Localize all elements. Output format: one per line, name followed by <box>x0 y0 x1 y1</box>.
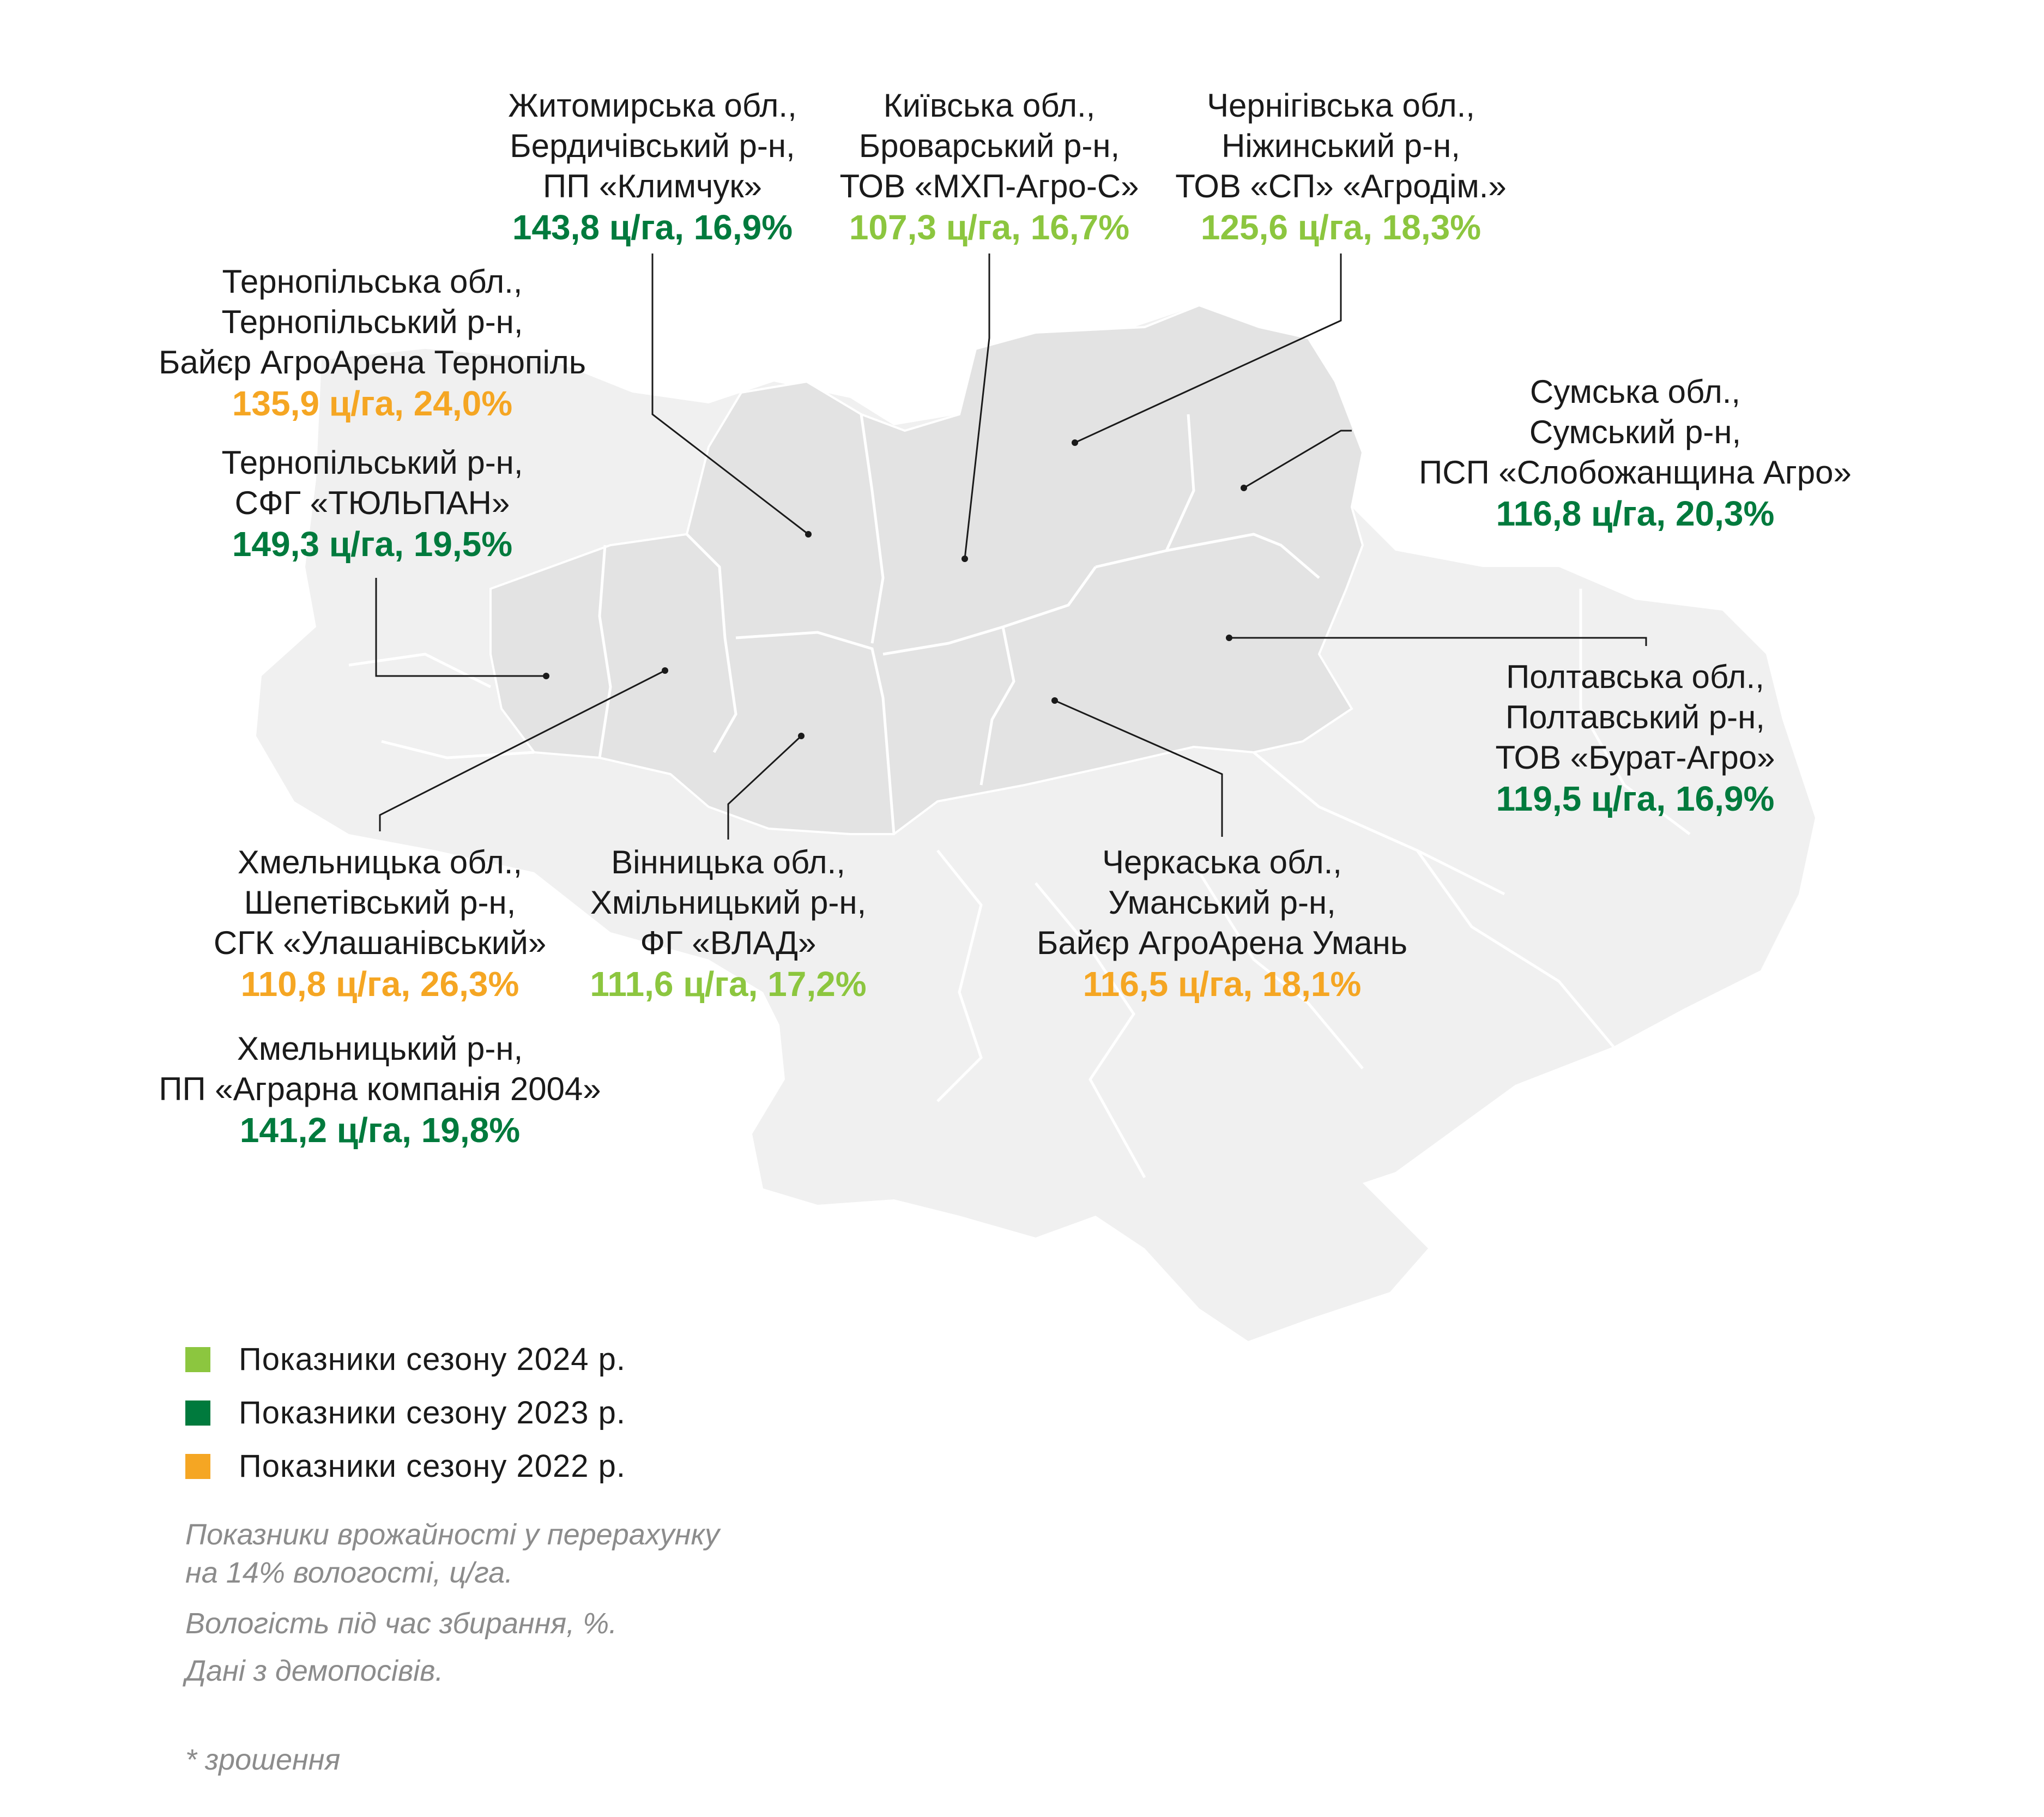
marker-chernihiv <box>1072 439 1078 446</box>
marker-shepetivka <box>662 667 668 674</box>
marker-kyiv <box>961 556 968 562</box>
label-line: Сумська обл., <box>1529 373 1741 410</box>
label-line: ФГ «ВЛАД» <box>640 925 817 961</box>
label-value: 107,3 ц/га, 16,7% <box>849 208 1130 247</box>
label-line: Житомирська обл., <box>508 87 797 124</box>
label-line: ПП «Аграрна компанія 2004» <box>159 1071 601 1107</box>
legend-item-2023 <box>185 1395 626 1431</box>
label-chernihiv <box>1175 86 1507 248</box>
label-line: Сумський р-н, <box>1529 414 1741 450</box>
label-kyiv <box>839 86 1139 248</box>
label-value: 119,5 ц/га, 16,9% <box>1496 779 1775 818</box>
legend-label: Показники сезону 2024 р. <box>239 1342 626 1377</box>
label-value: 116,8 ц/га, 20,3% <box>1496 494 1775 533</box>
legend-swatch-2023 <box>185 1401 210 1426</box>
label-zhytomyr <box>508 86 796 248</box>
marker-poltava <box>1226 635 1232 641</box>
label-line: Вінницька обл., <box>611 844 845 880</box>
moisture-note: Вологість під час збирання, %. <box>185 1607 618 1640</box>
label-line: Броварський р-н, <box>858 128 1120 164</box>
label-line: ТОВ «Бурат-Агро» <box>1495 739 1775 776</box>
marker-tulpan <box>543 673 549 679</box>
label-value: 110,8 ц/га, 26,3% <box>240 964 519 1004</box>
label-line: СГК «Улашанівський» <box>213 925 547 961</box>
label-poltava <box>1496 657 1775 819</box>
label-line: Хмільницький р-н, <box>590 884 867 921</box>
label-ternopil-tulpan <box>222 443 523 565</box>
label-line: СФГ «ТЮЛЬПАН» <box>234 485 510 521</box>
label-line: Шепетівський р-н, <box>244 884 516 921</box>
label-line: Ніжинський р-н, <box>1221 128 1460 164</box>
label-line: Чернігівська обл., <box>1207 87 1475 124</box>
label-line: Байєр АгроАрена Умань <box>1037 925 1407 961</box>
legend-swatch-2022 <box>185 1454 210 1479</box>
label-line: ПСП «Слобожанщина Агро» <box>1419 454 1852 491</box>
legend-label: Показники сезону 2023 р. <box>239 1395 626 1430</box>
marker-zhytomyr <box>805 531 812 538</box>
label-line: Тернопільська обл., <box>222 263 523 300</box>
legend-swatch-2024 <box>185 1347 210 1372</box>
label-sumy <box>1419 372 1852 534</box>
yield-note-line: на 14% вологості, ц/га. <box>185 1556 513 1589</box>
label-khmelnytskyi-shepetivka <box>214 842 546 1005</box>
label-value: 111,6 ц/га, 17,2% <box>590 964 867 1004</box>
marker-cherkasy <box>1051 697 1058 704</box>
label-ternopil-arena <box>159 262 586 424</box>
label-value: 143,8 ц/га, 16,9% <box>512 208 793 247</box>
demo-note: Дані з демопосівів. <box>185 1655 444 1687</box>
label-cherkasy <box>1037 842 1407 1005</box>
label-vinnytsia <box>590 842 866 1005</box>
label-line: Хмельницька обл., <box>237 844 523 880</box>
legend-label: Показники сезону 2022 р. <box>239 1448 626 1484</box>
label-line: Київська обл., <box>883 87 1096 124</box>
footnote: * зрошення <box>185 1743 341 1776</box>
label-value: 125,6 ц/га, 18,3% <box>1200 208 1481 247</box>
yield-note-line: Показники врожайності у перерахунку <box>185 1518 719 1551</box>
label-line: Полтавський р-н, <box>1505 699 1765 735</box>
label-line: Уманський р-н, <box>1108 884 1336 921</box>
label-value: 149,3 ц/га, 19,5% <box>232 524 513 564</box>
yield-note <box>185 1516 719 1592</box>
legend-item-2024 <box>185 1341 626 1378</box>
label-line: Тернопільський р-н, <box>221 304 523 340</box>
label-line: Бердичівський р-н, <box>510 128 795 164</box>
label-line: Черкаська обл., <box>1102 844 1342 880</box>
label-line: Полтавська обл., <box>1506 659 1764 695</box>
label-line: ТОВ «МХП-Агро-С» <box>839 168 1139 204</box>
marker-sumy <box>1241 485 1247 491</box>
legend-item-2022 <box>185 1448 626 1484</box>
marker-vinnytsia <box>798 733 805 739</box>
label-line: ТОВ «СП» «Агродім.» <box>1175 168 1507 204</box>
label-line: Хмельницький р-н, <box>237 1030 523 1067</box>
label-khmelnytskyi-agrarna <box>159 1029 601 1151</box>
label-value: 135,9 ц/га, 24,0% <box>232 384 513 423</box>
label-value: 141,2 ц/га, 19,8% <box>239 1110 521 1150</box>
label-line: Байєр АгроАрена Тернопіль <box>158 344 586 381</box>
label-line: Тернопільський р-н, <box>221 444 523 481</box>
label-line: ПП «Климчук» <box>543 168 762 204</box>
label-value: 116,5 ц/га, 18,1% <box>1083 964 1362 1004</box>
